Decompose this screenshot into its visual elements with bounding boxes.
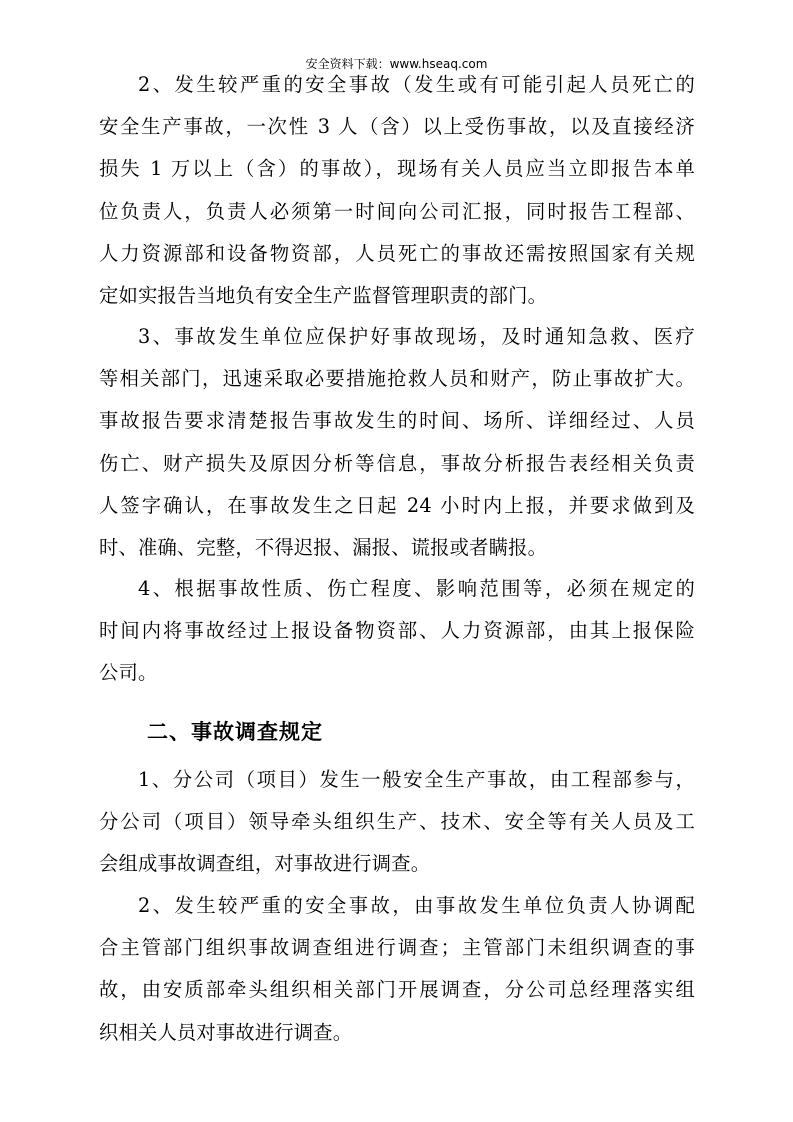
paragraph-serious-accident-report bbox=[99, 64, 695, 317]
text-line: 定如实报告当地负有安全生产监督管理职责的部门。 bbox=[99, 284, 548, 308]
text-line: 公司。 bbox=[99, 661, 158, 685]
text-line: 合主管部门组织事故调查组进行调查；主管部门未组织调查的事 bbox=[99, 936, 695, 960]
text-line: 伤亡、财产损失及原因分析等信息，事故分析报告表经相关负责 bbox=[99, 451, 695, 475]
page-header: 安全资料下载：www.hseaq.com bbox=[305, 57, 488, 71]
text-line: 会组成事故调查组，对事故进行调查。 bbox=[99, 852, 431, 876]
paragraph-general-investigation bbox=[99, 759, 695, 886]
paragraph-serious-investigation bbox=[99, 885, 695, 1054]
text-line: 等相关部门，迅速采取必要措施抢救人员和财产，防止事故扩大。 bbox=[99, 367, 695, 391]
text-line: 位负责人，负责人必须第一时间向公司汇报，同时报告工程部、 bbox=[99, 199, 695, 223]
text-line: 分公司（项目）领导牵头组织生产、技术、安全等有关人员及工 bbox=[99, 810, 695, 834]
text-line: 安全生产事故，一次性 3 人（含）以上受伤事故，以及直接经济 bbox=[99, 115, 695, 139]
text-line: 损失 1 万以上（含）的事故），现场有关人员应当立即报告本单 bbox=[99, 157, 695, 181]
text-line: 3、事故发生单位应保护好事故现场，及时通知急救、医疗 bbox=[138, 325, 695, 348]
section-heading: 二、事故调查规定 bbox=[147, 720, 323, 744]
text-line: 织相关人员对事故进行调查。 bbox=[99, 1020, 353, 1044]
text-line: 2、发生较严重的安全事故，由事故发生单位负责人协调配 bbox=[138, 894, 695, 917]
text-line: 人签字确认，在事故发生之日起 24 小时内上报，并要求做到及 bbox=[99, 493, 695, 517]
text-line: 时间内将事故经过上报设备物资部、人力资源部，由其上报保险 bbox=[99, 619, 695, 643]
text-line: 故，由安质部牵头组织相关部门开展调查，分公司总经理落实组 bbox=[99, 978, 695, 1002]
text-line: 4、根据事故性质、伤亡程度、影响范围等，必须在规定的 bbox=[138, 577, 695, 600]
text-line: 事故报告要求清楚报告事故发生的时间、场所、详细经过、人员 bbox=[99, 409, 695, 433]
text-line: 时、准确、完整，不得迟报、漏报、谎报或者瞒报。 bbox=[99, 536, 548, 560]
text-line: 1、分公司（项目）发生一般安全生产事故，由工程部参与， bbox=[138, 768, 695, 791]
text-line: 人力资源部和设备物资部，人员死亡的事故还需按照国家有关规 bbox=[99, 241, 695, 265]
paragraph-insurance-report bbox=[99, 568, 695, 695]
text-line: 2、发生较严重的安全事故（发生或有可能引起人员死亡的 bbox=[138, 73, 695, 96]
paragraph-scene-protection bbox=[99, 316, 695, 569]
